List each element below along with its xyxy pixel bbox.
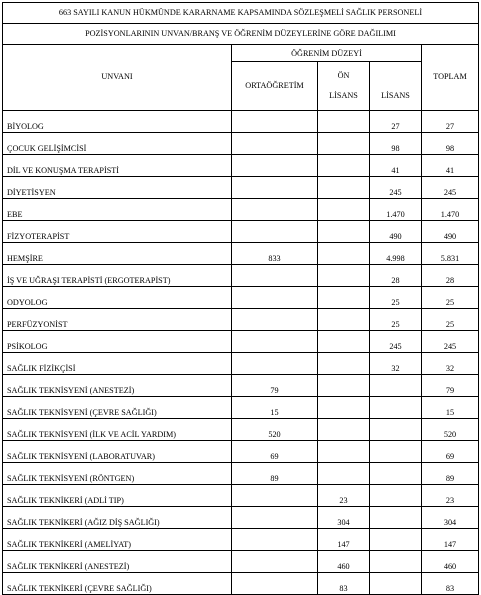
header-ogrenim-duzeyi: ÖĞRENİM DÜZEYİ: [232, 45, 422, 62]
cell-ortaogretim: [232, 529, 318, 551]
cell-toplam: 245: [422, 177, 479, 199]
document-page: [2, 2, 478, 595]
cell-toplam: 28: [422, 265, 479, 287]
cell-toplam: 147: [422, 529, 479, 551]
cell-toplam: 41: [422, 155, 479, 177]
table-title-line-1: 663 SAYILI KANUN HÜKMÜNDE KARARNAME KAPSAMINDA SÖZLEŞMELİ SAĞLIK PERSONELİ: [3, 3, 479, 24]
table-title-line-2: POZİSYONLARININ UNVAN/BRANŞ VE ÖĞRENİM DÜZEYLERİNE GÖRE DAĞILIMI: [3, 24, 479, 45]
cell-unvan: SAĞLIK TEKNİKERİ (AĞIZ DİŞ SAĞLIĞI): [3, 507, 232, 529]
cell-on-lisans: 23: [318, 485, 370, 507]
cell-lisans: [370, 507, 422, 529]
header-lisans-label: LİSANS: [381, 91, 410, 100]
cell-lisans: [370, 375, 422, 397]
cell-toplam: 89: [422, 463, 479, 485]
cell-lisans: 41: [370, 155, 422, 177]
cell-toplam: 32: [422, 353, 479, 375]
cell-ortaogretim: [232, 309, 318, 331]
table-row: [3, 199, 479, 221]
cell-lisans: [370, 551, 422, 573]
cell-on-lisans: 147: [318, 529, 370, 551]
cell-unvan: ÇOCUK GELİŞİMCİSİ: [3, 133, 232, 155]
table-row: [3, 133, 479, 155]
cell-on-lisans: 460: [318, 551, 370, 573]
table-row: [3, 155, 479, 177]
cell-toplam: 25: [422, 309, 479, 331]
cell-toplam: 27: [422, 111, 479, 133]
cell-unvan: FİZYOTERAPİST: [3, 221, 232, 243]
table-row: [3, 375, 479, 397]
cell-lisans: 245: [370, 177, 422, 199]
cell-on-lisans: [318, 287, 370, 309]
cell-on-lisans: [318, 441, 370, 463]
cell-on-lisans: [318, 133, 370, 155]
cell-ortaogretim: [232, 573, 318, 595]
cell-unvan: SAĞLIK TEKNİSYENİ (LABORATUVAR): [3, 441, 232, 463]
cell-unvan: SAĞLIK TEKNİSYENİ (İLK VE ACİL YARDIM): [3, 419, 232, 441]
cell-ortaogretim: [232, 177, 318, 199]
header-lisans: [370, 62, 422, 111]
cell-lisans: 25: [370, 287, 422, 309]
cell-toplam: 23: [422, 485, 479, 507]
cell-lisans: 1.470: [370, 199, 422, 221]
cell-toplam: 245: [422, 331, 479, 353]
cell-lisans: 490: [370, 221, 422, 243]
cell-toplam: 15: [422, 397, 479, 419]
cell-lisans: [370, 397, 422, 419]
cell-unvan: HEMŞİRE: [3, 243, 232, 265]
cell-ortaogretim: [232, 133, 318, 155]
cell-unvan: İŞ VE UĞRAŞI TERAPİSTİ (ERGOTERAPİST): [3, 265, 232, 287]
cell-on-lisans: [318, 221, 370, 243]
cell-ortaogretim: [232, 353, 318, 375]
cell-lisans: 32: [370, 353, 422, 375]
header-toplam: TOPLAM: [422, 45, 479, 111]
cell-unvan: SAĞLIK TEKNİKERİ (AMELİYAT): [3, 529, 232, 551]
cell-toplam: 1.470: [422, 199, 479, 221]
cell-ortaogretim: 520: [232, 419, 318, 441]
cell-unvan: SAĞLIK TEKNİKERİ (ANESTEZİ): [3, 551, 232, 573]
cell-unvan: SAĞLIK TEKNİKERİ (ÇEVRE SAĞLIĞI): [3, 573, 232, 595]
table-row: [3, 397, 479, 419]
cell-on-lisans: 83: [318, 573, 370, 595]
table-row: [3, 441, 479, 463]
table-row: [3, 551, 479, 573]
table-row: [3, 331, 479, 353]
cell-on-lisans: [318, 111, 370, 133]
cell-toplam: 83: [422, 573, 479, 595]
cell-unvan: EBE: [3, 199, 232, 221]
cell-ortaogretim: [232, 485, 318, 507]
cell-unvan: SAĞLIK TEKNİKERİ (ADLİ TIP): [3, 485, 232, 507]
cell-toplam: 304: [422, 507, 479, 529]
cell-on-lisans: [318, 243, 370, 265]
cell-on-lisans: [318, 463, 370, 485]
cell-lisans: 98: [370, 133, 422, 155]
cell-on-lisans: [318, 177, 370, 199]
cell-on-lisans: [318, 155, 370, 177]
cell-toplam: 490: [422, 221, 479, 243]
table-row: [3, 221, 479, 243]
cell-ortaogretim: [232, 265, 318, 287]
header-on-lisans: [318, 62, 370, 111]
cell-unvan: SAĞLIK TEKNİSYENİ (ÇEVRE SAĞLIĞI): [3, 397, 232, 419]
table-row: [3, 485, 479, 507]
table-row: [3, 463, 479, 485]
header-on-lisans-line1: ÖN: [337, 71, 350, 80]
cell-unvan: DİL VE KONUŞMA TERAPİSTİ: [3, 155, 232, 177]
cell-ortaogretim: 833: [232, 243, 318, 265]
cell-lisans: [370, 441, 422, 463]
cell-ortaogretim: [232, 551, 318, 573]
header-on-lisans-line2: LİSANS: [329, 91, 358, 100]
cell-unvan: BİYOLOG: [3, 111, 232, 133]
cell-toplam: 520: [422, 419, 479, 441]
cell-lisans: 4.998: [370, 243, 422, 265]
cell-toplam: 79: [422, 375, 479, 397]
table-row: [3, 309, 479, 331]
header-unvani: UNVANI: [3, 45, 232, 111]
table-row: [3, 507, 479, 529]
table-row: [3, 573, 479, 595]
cell-unvan: SAĞLIK TEKNİSYENİ (ANESTEZİ): [3, 375, 232, 397]
header-ortaogretim: ORTAÖĞRETİM: [232, 62, 318, 111]
cell-unvan: SAĞLIK FİZİKÇİSİ: [3, 353, 232, 375]
cell-on-lisans: [318, 265, 370, 287]
cell-lisans: [370, 419, 422, 441]
cell-lisans: 28: [370, 265, 422, 287]
cell-on-lisans: [318, 353, 370, 375]
cell-toplam: 98: [422, 133, 479, 155]
cell-ortaogretim: [232, 111, 318, 133]
cell-lisans: [370, 529, 422, 551]
cell-toplam: 69: [422, 441, 479, 463]
table-row: [3, 529, 479, 551]
cell-unvan: PERFÜZYONİST: [3, 309, 232, 331]
table-row: [3, 265, 479, 287]
cell-ortaogretim: 69: [232, 441, 318, 463]
table-row: [3, 287, 479, 309]
cell-ortaogretim: [232, 221, 318, 243]
table-row: [3, 111, 479, 133]
cell-toplam: 25: [422, 287, 479, 309]
cell-unvan: SAĞLIK TEKNİSYENİ (RÖNTGEN): [3, 463, 232, 485]
cell-lisans: 25: [370, 309, 422, 331]
cell-lisans: [370, 573, 422, 595]
cell-lisans: 245: [370, 331, 422, 353]
cell-toplam: 460: [422, 551, 479, 573]
cell-ortaogretim: [232, 331, 318, 353]
cell-on-lisans: [318, 419, 370, 441]
table-row: [3, 177, 479, 199]
cell-ortaogretim: [232, 507, 318, 529]
cell-on-lisans: 304: [318, 507, 370, 529]
cell-ortaogretim: 15: [232, 397, 318, 419]
cell-ortaogretim: 79: [232, 375, 318, 397]
table-row: [3, 419, 479, 441]
cell-on-lisans: [318, 375, 370, 397]
cell-unvan: DİYETİSYEN: [3, 177, 232, 199]
cell-toplam: 5.831: [422, 243, 479, 265]
cell-on-lisans: [318, 331, 370, 353]
cell-lisans: [370, 463, 422, 485]
cell-lisans: 27: [370, 111, 422, 133]
table-row: [3, 243, 479, 265]
cell-on-lisans: [318, 309, 370, 331]
cell-unvan: ODYOLOG: [3, 287, 232, 309]
cell-ortaogretim: [232, 199, 318, 221]
cell-ortaogretim: [232, 287, 318, 309]
personnel-distribution-table: [2, 2, 479, 595]
table-row: [3, 353, 479, 375]
cell-on-lisans: [318, 199, 370, 221]
cell-ortaogretim: 89: [232, 463, 318, 485]
cell-ortaogretim: [232, 155, 318, 177]
cell-on-lisans: [318, 397, 370, 419]
cell-lisans: [370, 485, 422, 507]
cell-unvan: PSİKOLOG: [3, 331, 232, 353]
